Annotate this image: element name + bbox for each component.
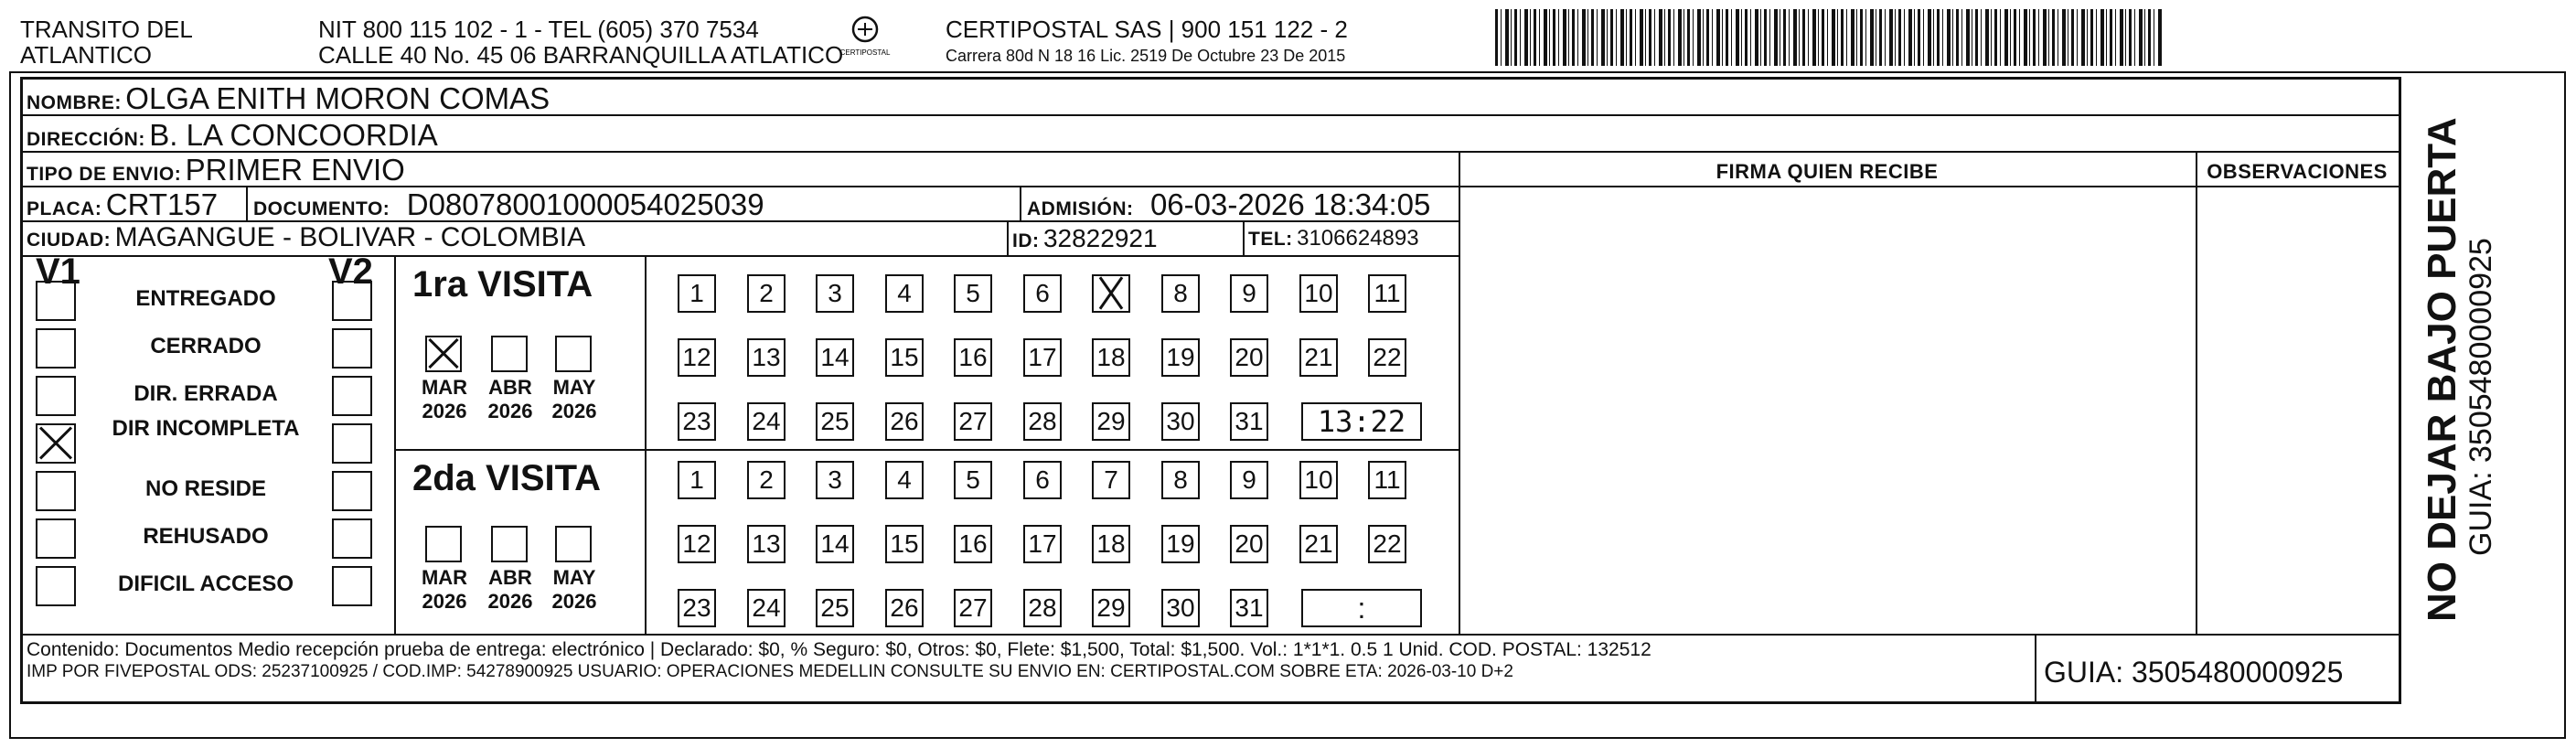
direccion-label: DIRECCIÓN: (27, 129, 145, 150)
visit1-day-18[interactable]: 18 (1092, 338, 1130, 377)
documento-value: D08078001000054025039 (406, 187, 764, 221)
reason-label: DIFICIL ACCESO (117, 572, 294, 596)
visit1-month-label (542, 376, 606, 423)
v1-checkbox[interactable] (36, 566, 76, 606)
v2-checkbox[interactable] (332, 423, 372, 464)
col-divider (1459, 151, 1460, 634)
visit2-month-label (412, 566, 476, 614)
org-line2: ATLANTICO (20, 41, 152, 69)
visit1-day-15[interactable]: 15 (885, 338, 924, 377)
certipostal-logo (832, 15, 898, 60)
visit2-day-12[interactable]: 12 (678, 525, 716, 563)
footer-text (27, 639, 2029, 683)
org-name (20, 16, 193, 68)
imp-text: IMP POR FIVEPOSTAL ODS: 25237100925 / COD.IMP: 54278900925 USUARIO: OPERACIONES MEDELLIN CONSULTE SU ENVIO EN: CERTIPOSTAL.COM SOBRE ETA: 2026-03-10 D+2 (27, 662, 1513, 681)
col-divider (2035, 634, 2036, 701)
documento-label: DOCUMENTO: (253, 198, 390, 219)
id-row (1012, 224, 1158, 253)
visit1-day-10[interactable]: 10 (1299, 274, 1338, 313)
v2-checkbox[interactable] (332, 281, 372, 321)
direccion-value: B. LA CONCOORDIA (149, 118, 438, 152)
visit2-day-30[interactable]: 30 (1161, 589, 1200, 627)
visit2-day-28[interactable]: 28 (1023, 589, 1062, 627)
address-text: CALLE 40 No. 45 06 BARRANQUILLA ATLATICO (318, 41, 844, 69)
visit1-day-3[interactable]: 3 (816, 274, 854, 313)
v2-checkbox[interactable] (332, 376, 372, 416)
ciudad-label: CIUDAD: (27, 230, 112, 251)
visit2-day-18[interactable]: 18 (1092, 525, 1130, 563)
visit1-month-label (478, 376, 542, 423)
visit1-day-16[interactable]: 16 (954, 338, 992, 377)
documento-row (253, 187, 764, 222)
visit2-month-label (542, 566, 606, 614)
visit1-day-14[interactable]: 14 (816, 338, 854, 377)
month-name: ABR (488, 566, 532, 589)
visit2-day-24[interactable]: 24 (747, 589, 786, 627)
visit1-day-28[interactable]: 28 (1023, 402, 1062, 441)
month-name: MAY (552, 376, 596, 399)
visit1-day-21[interactable]: 21 (1299, 338, 1338, 377)
col-divider (246, 186, 248, 220)
tel-label: TEL: (1248, 229, 1293, 250)
visit2-day-22[interactable]: 22 (1368, 525, 1406, 563)
visit2-day-19[interactable]: 19 (1161, 525, 1200, 563)
barcode (1495, 9, 2163, 66)
visit2-day-2[interactable]: 2 (747, 461, 786, 499)
v1-checkbox[interactable] (36, 281, 76, 321)
visit1-day-25[interactable]: 25 (816, 402, 854, 441)
id-label: ID: (1012, 230, 1040, 251)
visit2-month-checkbox[interactable] (555, 526, 592, 562)
visit1-day-9[interactable]: 9 (1230, 274, 1268, 313)
visit2-day-7[interactable]: 7 (1092, 461, 1130, 499)
visit1-month-checkbox[interactable] (555, 336, 592, 372)
month-name: MAR (421, 376, 468, 399)
form-box (20, 77, 2401, 704)
visit1-day-5[interactable]: 5 (954, 274, 992, 313)
v2-checkbox[interactable] (332, 471, 372, 511)
org-line1: TRANSITO DEL (20, 16, 193, 43)
month-name: MAR (421, 566, 468, 589)
month-year: 2026 (487, 590, 533, 613)
contenido-text: Contenido: Documentos Medio recepción prueba de entrega: electrónico | Declarado: $0, % Seguro: $0, Otros: $0, Flete: $1,500, Total: $1,500. Vol.: 1*1*1. 0.5 1 Unid. COD. POSTAL: 132512 (27, 639, 1651, 660)
svg-text:CERTIPOSTAL: CERTIPOSTAL (839, 48, 891, 57)
col-divider (394, 255, 396, 634)
visit2-day-20[interactable]: 20 (1230, 525, 1268, 563)
visit1-day-27[interactable]: 27 (954, 402, 992, 441)
tel-value: 3106624893 (1297, 226, 1419, 251)
nit-text: NIT 800 115 102 - 1 - TEL (605) 370 7534 (318, 16, 759, 43)
vertical-guia: GUIA: 3505480000925 (2464, 238, 2498, 556)
month-name: ABR (488, 376, 532, 399)
col-divider (2196, 151, 2197, 634)
visit1-title: 1ra VISITA (412, 264, 593, 305)
visit2-title: 2da VISITA (412, 458, 601, 498)
col-divider (1243, 220, 1245, 255)
reason-label: ENTREGADO (135, 286, 276, 311)
ciudad-value: MAGANGUE - BOLIVAR - COLOMBIA (114, 222, 586, 252)
v2-header: V2 (328, 251, 373, 292)
nombre-row (27, 81, 550, 116)
visit1-day-13[interactable]: 13 (747, 338, 786, 377)
admision-row (1027, 187, 1430, 222)
visit1-day-17[interactable]: 17 (1023, 338, 1062, 377)
visit1-day-8[interactable]: 8 (1161, 274, 1200, 313)
vertical-title: NO DEJAR BAJO PUERTA (2420, 117, 2464, 622)
ciudad-row (27, 222, 585, 253)
reason-label: REHUSADO (143, 524, 269, 549)
org-contact (318, 16, 843, 68)
v2-checkbox[interactable] (332, 518, 372, 559)
admision-value: 06-03-2026 18:34:05 (1149, 187, 1431, 221)
visit2-day-14[interactable]: 14 (816, 525, 854, 563)
visit2-day-10[interactable]: 10 (1299, 461, 1338, 499)
visit2-month-label (478, 566, 542, 614)
visit2-day-3[interactable]: 3 (816, 461, 854, 499)
visit2-day-23[interactable]: 23 (678, 589, 716, 627)
visit2-time[interactable]: : (1301, 589, 1422, 627)
visit2-day-15[interactable]: 15 (885, 525, 924, 563)
v1-checkbox[interactable] (36, 518, 76, 559)
courier-info (946, 16, 1348, 66)
row-divider (394, 449, 1459, 451)
v1-checkbox[interactable] (36, 328, 76, 369)
v1-checkbox[interactable] (36, 376, 76, 416)
visit2-day-8[interactable]: 8 (1161, 461, 1200, 499)
v1-checkbox[interactable] (36, 423, 76, 464)
visit1-day-2[interactable]: 2 (747, 274, 786, 313)
visit1-month-checkbox[interactable] (425, 336, 462, 372)
reason-label: CERRADO (150, 334, 262, 358)
visit2-day-1[interactable]: 1 (678, 461, 716, 499)
footer-guia: GUIA: 3505480000925 (2044, 656, 2344, 689)
visit1-day-4[interactable]: 4 (885, 274, 924, 313)
placa-value: CRT157 (105, 187, 219, 221)
v2-checkbox[interactable] (332, 566, 372, 606)
visit2-month-checkbox[interactable] (491, 526, 528, 562)
visit2-day-9[interactable]: 9 (1230, 461, 1268, 499)
visit1-day-1[interactable]: 1 (678, 274, 716, 313)
visit1-day-31[interactable]: 31 (1230, 402, 1268, 441)
month-year: 2026 (422, 400, 467, 422)
courier-name: CERTIPOSTAL SAS | 900 151 122 - 2 (946, 16, 1348, 43)
visit2-day-29[interactable]: 29 (1092, 589, 1130, 627)
nombre-label: NOMBRE: (27, 92, 122, 113)
visit2-day-31[interactable]: 31 (1230, 589, 1268, 627)
visit2-day-21[interactable]: 21 (1299, 525, 1338, 563)
visit2-day-11[interactable]: 11 (1368, 461, 1406, 499)
visit2-month-checkbox[interactable] (425, 526, 462, 562)
visit1-day-7[interactable] (1092, 274, 1130, 313)
tel-row (1248, 226, 1419, 251)
month-year: 2026 (551, 400, 597, 422)
visit2-day-4[interactable]: 4 (885, 461, 924, 499)
v2-checkbox[interactable] (332, 328, 372, 369)
tipo-row (27, 153, 405, 187)
col-divider (1007, 220, 1009, 255)
placa-label: PLACA: (27, 198, 102, 219)
visit1-day-26[interactable]: 26 (885, 402, 924, 441)
visit1-month-checkbox[interactable] (491, 336, 528, 372)
visit1-day-30[interactable]: 30 (1161, 402, 1200, 441)
observaciones-header: OBSERVACIONES (2207, 160, 2388, 183)
visit1-day-6[interactable]: 6 (1023, 274, 1062, 313)
visit1-time[interactable]: 13:22 (1301, 402, 1422, 441)
placa-row (27, 187, 218, 222)
visit1-day-29[interactable]: 29 (1092, 402, 1130, 441)
direccion-row (27, 118, 438, 153)
v1-checkbox[interactable] (36, 471, 76, 511)
visit1-day-24[interactable]: 24 (747, 402, 786, 441)
row-divider (23, 634, 2399, 636)
firma-header: FIRMA QUIEN RECIBE (1716, 160, 1939, 183)
courier-address: Carrera 80d N 18 16 Lic. 2519 De Octubre 23 De 2015 (946, 47, 1346, 65)
visit2-day-26[interactable]: 26 (885, 589, 924, 627)
admision-label: ADMISIÓN: (1027, 198, 1134, 219)
visit2-day-27[interactable]: 27 (954, 589, 992, 627)
col-divider (1020, 186, 1021, 220)
visit1-day-20[interactable]: 20 (1230, 338, 1268, 377)
month-year: 2026 (422, 590, 467, 613)
row-divider (23, 255, 1459, 257)
visit1-day-19[interactable]: 19 (1161, 338, 1200, 377)
month-year: 2026 (551, 590, 597, 613)
visit1-day-22[interactable]: 22 (1368, 338, 1406, 377)
month-year: 2026 (487, 400, 533, 422)
visit2-day-16[interactable]: 16 (954, 525, 992, 563)
tipo-label: TIPO DE ENVIO: (27, 164, 182, 185)
visit1-day-11[interactable]: 11 (1368, 274, 1406, 313)
col-divider (645, 255, 647, 634)
visit1-month-label (412, 376, 476, 423)
visit2-day-13[interactable]: 13 (747, 525, 786, 563)
id-value: 32822921 (1042, 224, 1158, 252)
month-name: MAY (552, 566, 596, 589)
visit1-day-23[interactable]: 23 (678, 402, 716, 441)
reason-label: NO RESIDE (144, 476, 267, 501)
nombre-value: OLGA ENITH MORON COMAS (125, 81, 550, 115)
reason-label: DIR. ERRADA (134, 381, 278, 406)
visit2-day-25[interactable]: 25 (816, 589, 854, 627)
visit2-day-17[interactable]: 17 (1023, 525, 1062, 563)
visit2-day-5[interactable]: 5 (954, 461, 992, 499)
visit1-day-12[interactable]: 12 (678, 338, 716, 377)
reason-label: DIR INCOMPLETA (112, 416, 300, 441)
v1-header: V1 (36, 251, 80, 292)
visit2-day-6[interactable]: 6 (1023, 461, 1062, 499)
tipo-value: PRIMER ENVIO (185, 153, 405, 187)
